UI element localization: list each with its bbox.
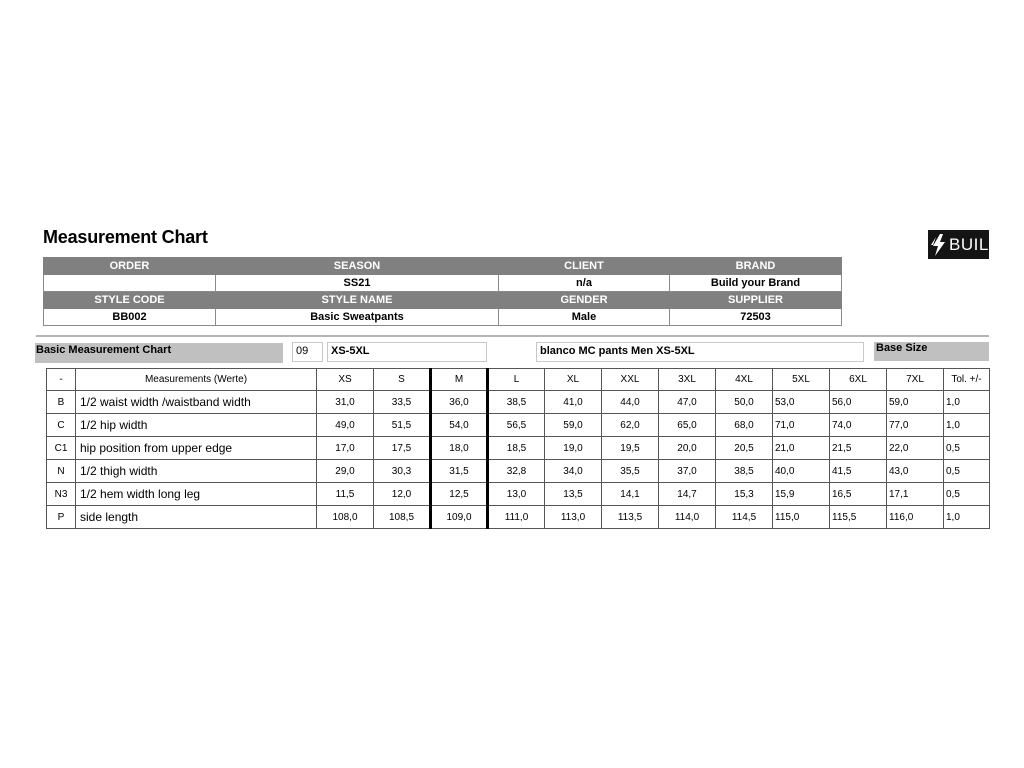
- measurement-value: 13,0: [488, 483, 545, 506]
- table-row: [47, 391, 990, 414]
- measurement-value: 43,0: [887, 460, 944, 483]
- measurement-value: 33,5: [374, 391, 431, 414]
- column-header: XS: [317, 369, 374, 391]
- order-value: [44, 275, 216, 292]
- header-value-row: [44, 275, 842, 292]
- lightning-bolt-icon: [930, 233, 948, 257]
- measurement-value: 62,0: [602, 414, 659, 437]
- column-header: 5XL: [773, 369, 830, 391]
- style-code-label: STYLE CODE: [44, 292, 216, 309]
- measurement-value: 21,0: [773, 437, 830, 460]
- measurement-value: 51,5: [374, 414, 431, 437]
- column-header: S: [374, 369, 431, 391]
- measurement-value: 111,0: [488, 506, 545, 529]
- measurement-name: hip position from upper edge: [76, 437, 317, 460]
- measurement-value: 54,0: [431, 414, 488, 437]
- measurement-code: N3: [47, 483, 76, 506]
- measurement-name: 1/2 thigh width: [76, 460, 317, 483]
- measurement-value: 18,0: [431, 437, 488, 460]
- measurement-value: 19,5: [602, 437, 659, 460]
- measurement-value: 31,5: [431, 460, 488, 483]
- table-row: [47, 414, 990, 437]
- table-row: [47, 483, 990, 506]
- measurement-value: 114,5: [716, 506, 773, 529]
- column-header: Measurements (Werte): [76, 369, 317, 391]
- measurement-code: B: [47, 391, 76, 414]
- measurement-value: 59,0: [545, 414, 602, 437]
- basic-chart-label: Basic Measurement Chart: [35, 343, 283, 363]
- style-name-value: Basic Sweatpants: [216, 309, 499, 326]
- supplier-value: 72503: [670, 309, 842, 326]
- measurement-value: 115,0: [773, 506, 830, 529]
- brand-label: BRAND: [670, 258, 842, 275]
- measurement-value: 20,0: [659, 437, 716, 460]
- gender-value: Male: [499, 309, 670, 326]
- measurement-value: 1,0: [944, 506, 990, 529]
- page-title: Measurement Chart: [43, 227, 208, 247]
- measurement-value: 15,9: [773, 483, 830, 506]
- measurement-value: 13,5: [545, 483, 602, 506]
- measurement-value: 40,0: [773, 460, 830, 483]
- measurement-value: 36,0: [431, 391, 488, 414]
- column-header: M: [431, 369, 488, 391]
- measurement-value: 14,7: [659, 483, 716, 506]
- measurement-value: 49,0: [317, 414, 374, 437]
- measurement-value: 11,5: [317, 483, 374, 506]
- measurement-value: 74,0: [830, 414, 887, 437]
- order-info-table: [43, 257, 842, 326]
- style-code-value: BB002: [44, 309, 216, 326]
- measurement-value: 71,0: [773, 414, 830, 437]
- measurement-value: 20,5: [716, 437, 773, 460]
- measurement-value: 65,0: [659, 414, 716, 437]
- measurement-code: P: [47, 506, 76, 529]
- measurement-table: [46, 368, 990, 529]
- column-header: XXL: [602, 369, 659, 391]
- measurement-value: 59,0: [887, 391, 944, 414]
- client-value: n/a: [499, 275, 670, 292]
- column-header: 6XL: [830, 369, 887, 391]
- header-value-row: [44, 309, 842, 326]
- measurement-value: 32,8: [488, 460, 545, 483]
- measurement-name: 1/2 hip width: [76, 414, 317, 437]
- measurement-value: 12,0: [374, 483, 431, 506]
- brand-logo: [928, 230, 1002, 259]
- measurement-code: C1: [47, 437, 76, 460]
- chart-description-field: blanco MC pants Men XS-5XL: [536, 342, 864, 362]
- measurement-value: 116,0: [887, 506, 944, 529]
- measurement-value: 1,0: [944, 414, 990, 437]
- measurement-value: 113,0: [545, 506, 602, 529]
- measurement-value: 35,5: [602, 460, 659, 483]
- measurement-value: 37,0: [659, 460, 716, 483]
- measurement-value: 56,5: [488, 414, 545, 437]
- measurement-value: 113,5: [602, 506, 659, 529]
- measurement-value: 29,0: [317, 460, 374, 483]
- measurement-value: 56,0: [830, 391, 887, 414]
- measurement-name: 1/2 hem width long leg: [76, 483, 317, 506]
- measurement-value: 21,5: [830, 437, 887, 460]
- measurement-value: 47,0: [659, 391, 716, 414]
- column-header: -: [47, 369, 76, 391]
- table-header-row: [47, 369, 990, 391]
- measurement-value: 108,0: [317, 506, 374, 529]
- measurement-value: 31,0: [317, 391, 374, 414]
- gender-label: GENDER: [499, 292, 670, 309]
- measurement-value: 14,1: [602, 483, 659, 506]
- client-label: CLIENT: [499, 258, 670, 275]
- table-row: [47, 460, 990, 483]
- measurement-code: C: [47, 414, 76, 437]
- measurement-value: 0,5: [944, 483, 990, 506]
- measurement-value: 18,5: [488, 437, 545, 460]
- style-name-label: STYLE NAME: [216, 292, 499, 309]
- measurement-value: 16,5: [830, 483, 887, 506]
- measurement-value: 19,0: [545, 437, 602, 460]
- measurement-value: 108,5: [374, 506, 431, 529]
- measurement-value: 77,0: [887, 414, 944, 437]
- measurement-value: 68,0: [716, 414, 773, 437]
- header-label-row: [44, 292, 842, 309]
- table-row: [47, 437, 990, 460]
- measurement-value: 34,0: [545, 460, 602, 483]
- measurement-value: 30,3: [374, 460, 431, 483]
- brand-value: Build your Brand: [670, 275, 842, 292]
- chart-code-field: 09: [292, 342, 323, 362]
- measurement-value: 15,3: [716, 483, 773, 506]
- measurement-value: 0,5: [944, 460, 990, 483]
- measurement-value: 38,5: [488, 391, 545, 414]
- column-header: 4XL: [716, 369, 773, 391]
- season-label: SEASON: [216, 258, 499, 275]
- logo-text: BUILD: [949, 234, 1002, 254]
- size-range-field: XS-5XL: [327, 342, 487, 362]
- order-label: ORDER: [44, 258, 216, 275]
- measurement-value: 22,0: [887, 437, 944, 460]
- measurement-name: 1/2 waist width /waistband width: [76, 391, 317, 414]
- column-header: XL: [545, 369, 602, 391]
- measurement-value: 0,5: [944, 437, 990, 460]
- supplier-label: SUPPLIER: [670, 292, 842, 309]
- measurement-value: 114,0: [659, 506, 716, 529]
- measurement-value: 44,0: [602, 391, 659, 414]
- measurement-code: N: [47, 460, 76, 483]
- measurement-value: 12,5: [431, 483, 488, 506]
- column-header: 7XL: [887, 369, 944, 391]
- measurement-value: 50,0: [716, 391, 773, 414]
- measurement-value: 41,5: [830, 460, 887, 483]
- measurement-value: 17,0: [317, 437, 374, 460]
- measurement-name: side length: [76, 506, 317, 529]
- base-size-label: Base Size: [874, 342, 989, 361]
- section-divider: [36, 335, 989, 337]
- measurement-value: 41,0: [545, 391, 602, 414]
- measurement-value: 1,0: [944, 391, 990, 414]
- measurement-value: 38,5: [716, 460, 773, 483]
- measurement-value: 17,5: [374, 437, 431, 460]
- table-row: [47, 506, 990, 529]
- column-header: L: [488, 369, 545, 391]
- measurement-value: 17,1: [887, 483, 944, 506]
- measurement-value: 115,5: [830, 506, 887, 529]
- season-value: SS21: [216, 275, 499, 292]
- measurement-value: 53,0: [773, 391, 830, 414]
- measurement-value: 109,0: [431, 506, 488, 529]
- header-label-row: [44, 258, 842, 275]
- column-header: 3XL: [659, 369, 716, 391]
- column-header: Tol. +/-: [944, 369, 990, 391]
